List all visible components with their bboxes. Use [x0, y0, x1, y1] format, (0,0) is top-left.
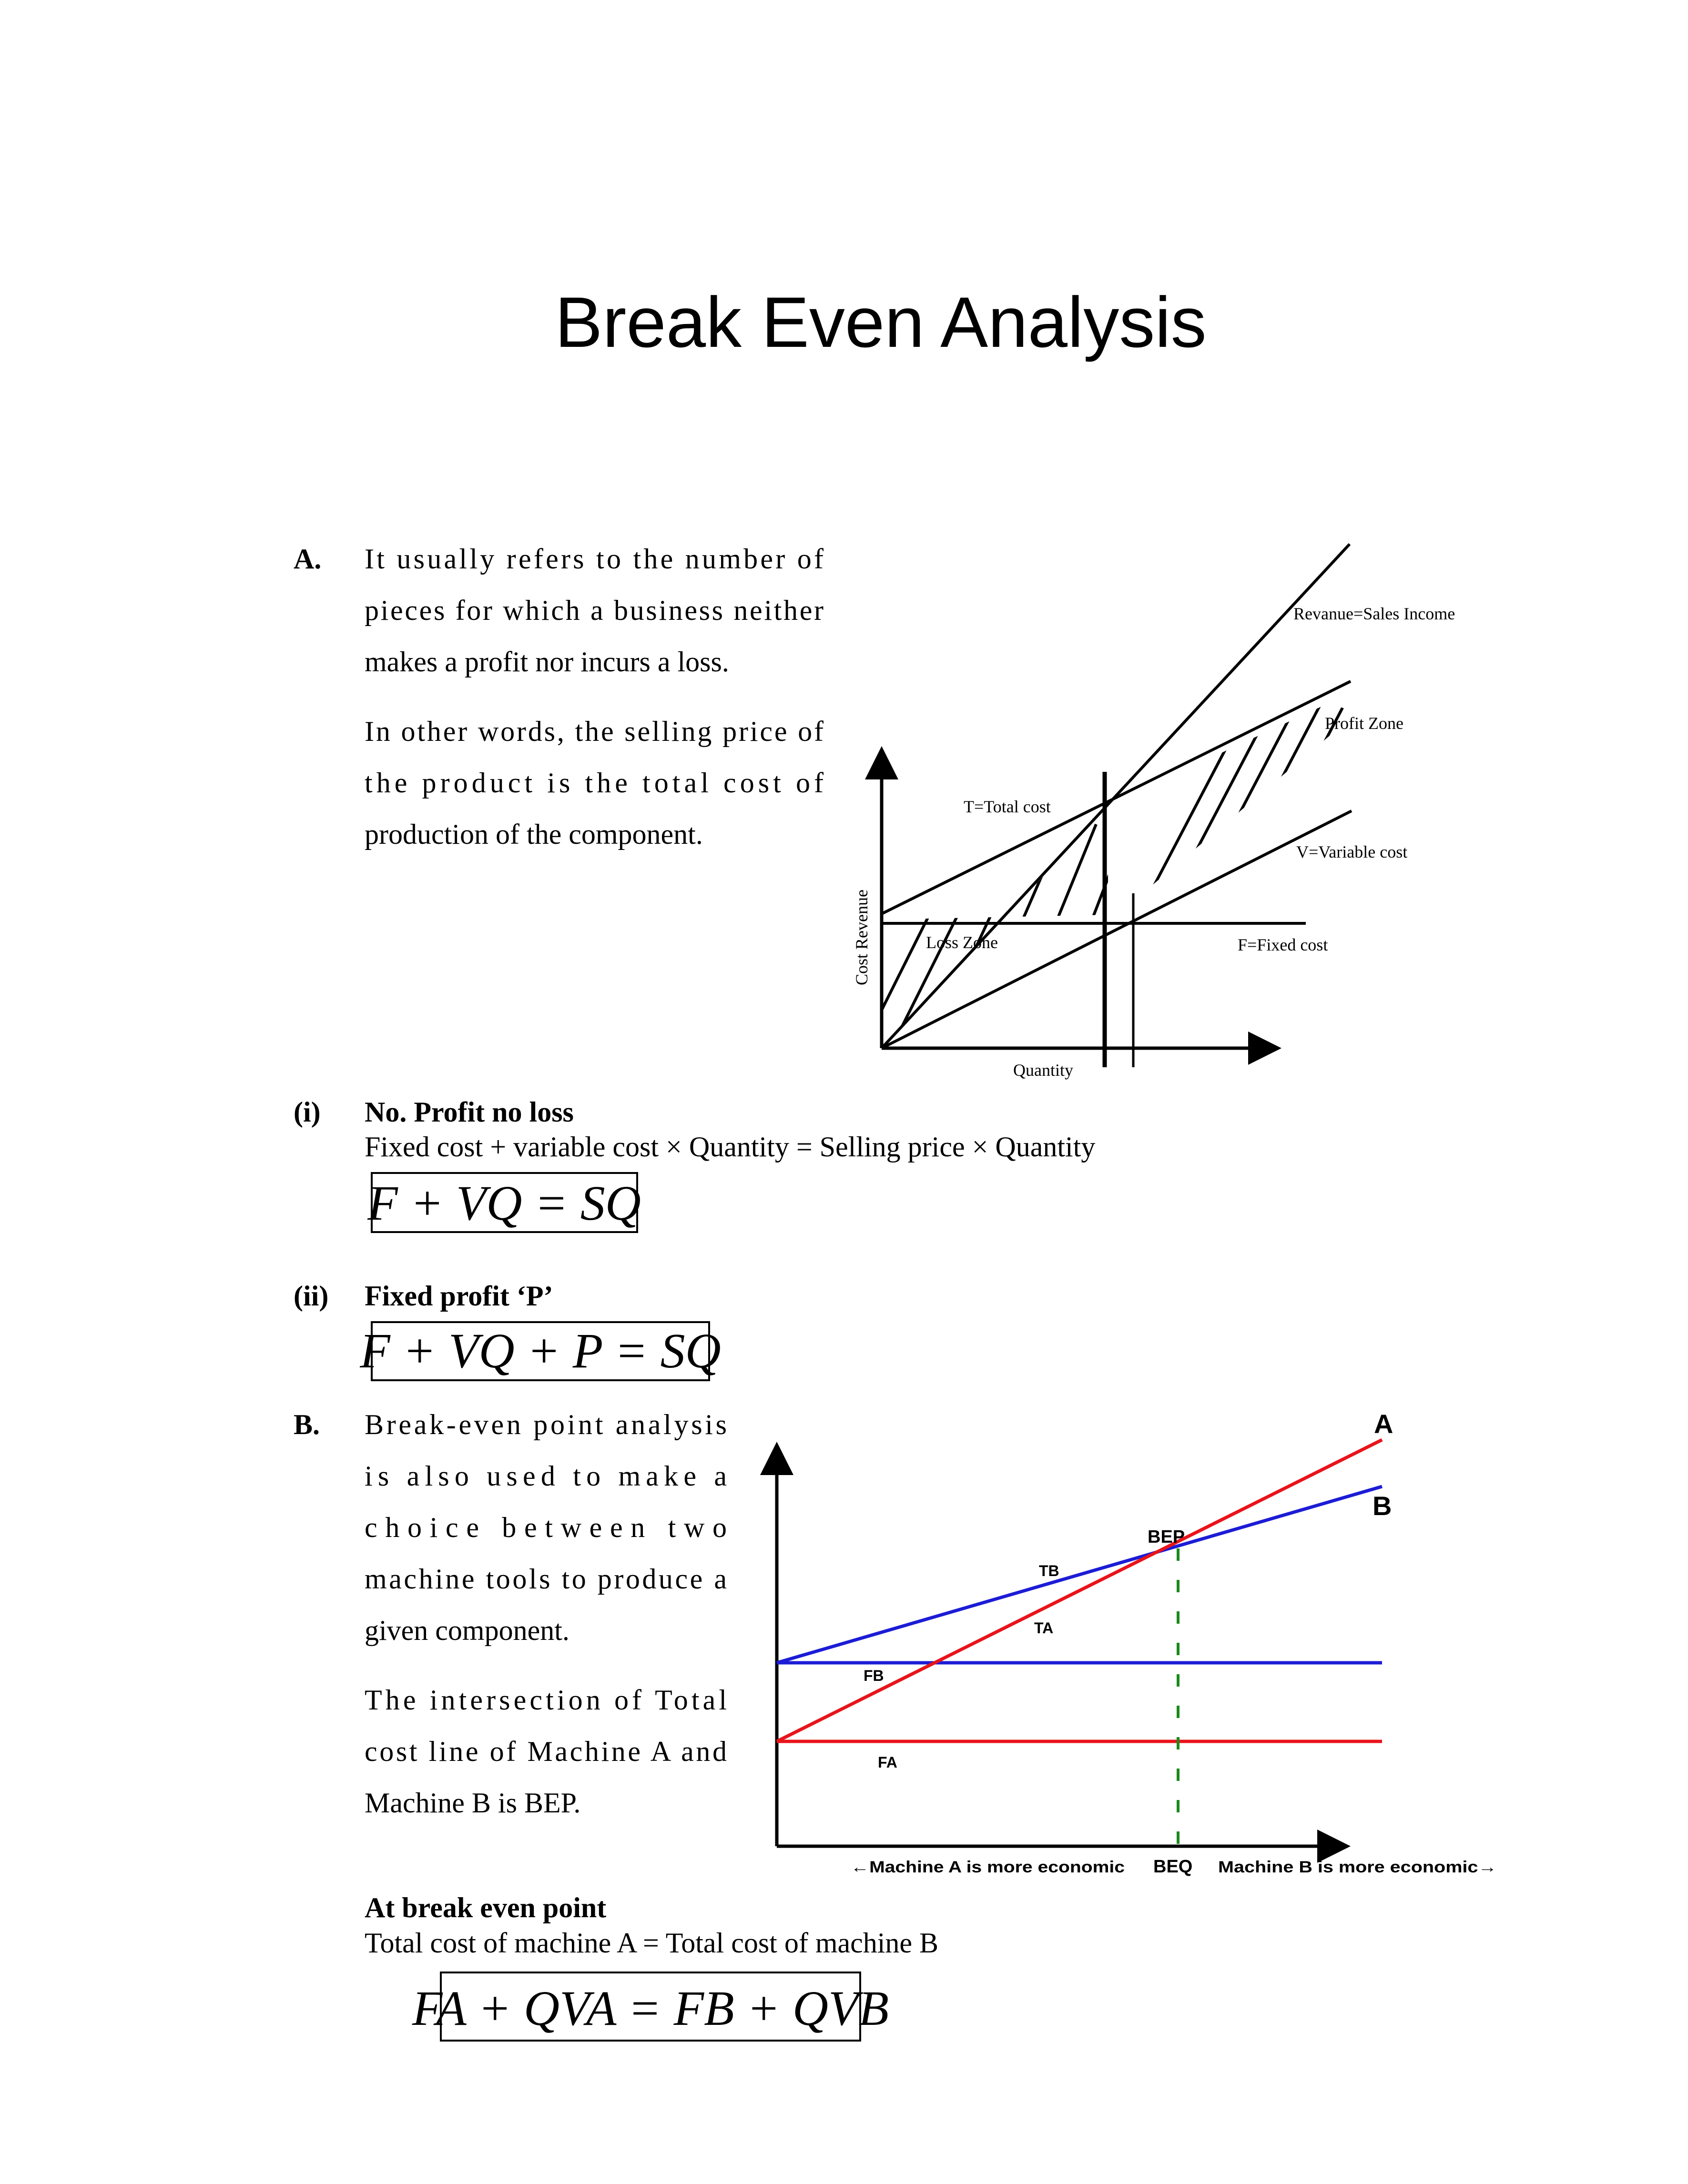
break-even-diagram [852, 544, 1455, 1080]
item-i-heading: No. Profit no loss [365, 1096, 574, 1128]
machine-comparison-diagram [777, 1409, 1497, 1877]
section-b-para2-line: Machine B is BEP. [365, 1787, 581, 1819]
profit-zone-label: Profit Zone [1325, 714, 1403, 733]
conclusion [365, 1892, 938, 1959]
fb-label: FB [864, 1667, 884, 1684]
profit-zone-hatching [1144, 705, 1415, 905]
item-i-marker: (i) [294, 1096, 321, 1128]
page-title: Break Even Analysis [555, 282, 1207, 362]
section-b-para1-line: choice between two [365, 1512, 727, 1543]
section-a-para1-line: It usually refers to the number of [365, 543, 824, 575]
section-b-marker: B. [294, 1409, 320, 1440]
fixed-cost-label: F=Fixed cost [1238, 935, 1328, 954]
section-a-para1-line: pieces for which a business neither [365, 595, 824, 626]
y-axis-label: Cost Revenue [852, 890, 871, 985]
section-a-para1-line: makes a profit nor incurs a loss. [365, 646, 729, 677]
section-b-para1-line: machine tools to produce a [365, 1563, 727, 1595]
total-cost-label: T=Total cost [964, 797, 1051, 816]
line-b-label: B [1373, 1491, 1392, 1521]
formula-conclusion: FA + QVA = FB + QVB [412, 1981, 889, 2036]
machine-a-economic-note: ←Machine A is more economic [851, 1858, 1125, 1876]
conclusion-heading: At break even point [365, 1892, 607, 1923]
section-a-marker: A. [294, 543, 322, 575]
item-i-text: Fixed cost + variable cost × Quantity = Selling price × Quantity [365, 1131, 1096, 1163]
ta-label: TA [1034, 1619, 1054, 1637]
total-cost-line [882, 681, 1351, 914]
item-i [294, 1096, 1095, 1163]
machine-b-economic-note: Machine B is more economic→ [1218, 1858, 1497, 1876]
section-b-para2-line: cost line of Machine A and [365, 1736, 727, 1767]
revenue-label: Revanue=Sales Income [1293, 604, 1455, 623]
total-cost-b-line [777, 1486, 1382, 1663]
section-b [294, 1409, 727, 1819]
section-a [294, 543, 824, 850]
bep-label: BEP [1148, 1527, 1185, 1547]
section-b-para1-line: given component. [365, 1615, 569, 1646]
item-ii-marker: (ii) [294, 1280, 329, 1312]
variable-cost-label: V=Variable cost [1296, 842, 1408, 861]
variable-cost-line [882, 811, 1352, 1048]
beq-label: BEQ [1153, 1857, 1193, 1877]
item-ii-heading: Fixed profit ‘P’ [365, 1280, 553, 1312]
x-axis-label: Quantity [1013, 1061, 1073, 1080]
section-b-para1-line: Break-even point analysis [365, 1409, 727, 1440]
fa-label: FA [878, 1754, 897, 1771]
line-a-label: A [1374, 1409, 1393, 1439]
section-a-para2-line: the product is the total cost of [365, 767, 824, 799]
tb-label: TB [1039, 1562, 1059, 1579]
conclusion-text: Total cost of machine A = Total cost of machine B [365, 1927, 939, 1959]
item-ii [294, 1280, 553, 1312]
formula-i: F + VQ = SQ [367, 1176, 641, 1231]
total-cost-a-line [777, 1440, 1382, 1741]
section-b-para1-line: is also used to make a [365, 1460, 727, 1492]
section-a-para2-line: In other words, the selling price of [365, 716, 824, 747]
revenue-line [882, 544, 1350, 1048]
formula-ii: F + VQ + P = SQ [360, 1324, 721, 1378]
loss-zone-label: Loss Zone [926, 933, 998, 952]
section-b-para2-line: The intersection of Total [365, 1684, 727, 1716]
section-a-para2-line: production of the component. [365, 819, 703, 850]
